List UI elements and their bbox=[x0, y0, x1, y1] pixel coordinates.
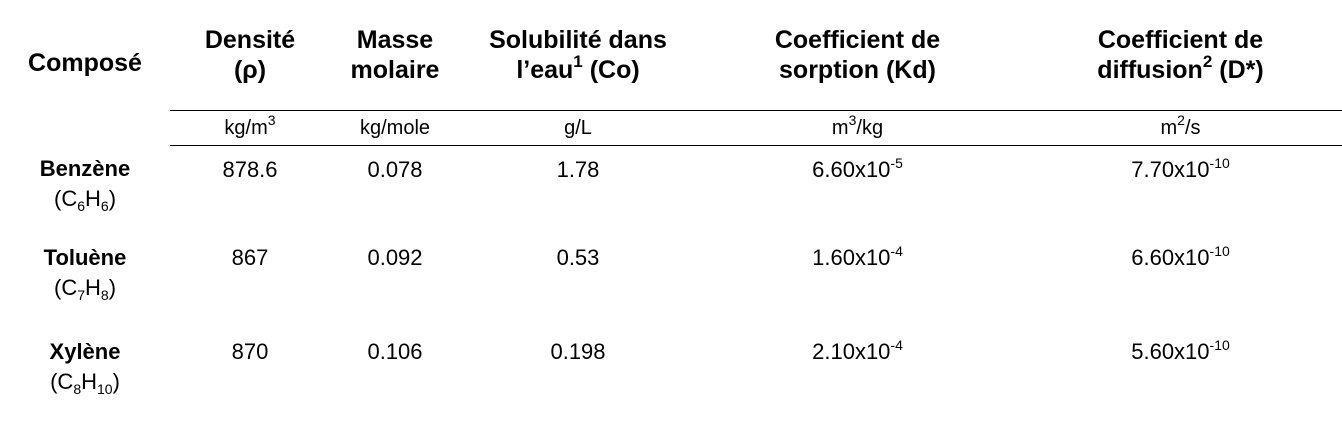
cell-molar-mass: 0.092 bbox=[367, 244, 423, 270]
cell-sorption: $1.60x10^{-4}$ bbox=[812, 242, 903, 270]
compound-name: Xylène bbox=[49, 338, 121, 364]
cell-diffusion: $5.60x10^{-10}$ bbox=[1131, 336, 1230, 364]
compound-cell bbox=[0, 145, 170, 234]
unit-density: $kg/m^3$ bbox=[170, 111, 330, 145]
table-row bbox=[0, 145, 1342, 234]
cell-diffusion: $7.70x10^{-10}$ bbox=[1131, 154, 1230, 182]
table-row bbox=[0, 328, 1342, 422]
cell-density: 867 bbox=[231, 244, 269, 270]
header-compound: Composé bbox=[28, 48, 142, 77]
compound-name: Toluène bbox=[43, 244, 127, 270]
cell-solubility: 0.53 bbox=[556, 244, 600, 270]
header-sorption: Coefficient de sorption (Kd) bbox=[774, 26, 941, 85]
table-row bbox=[0, 234, 1342, 328]
cell-solubility: 0.198 bbox=[550, 338, 606, 364]
cell-sorption: $2.10x10^{-4}$ bbox=[812, 336, 903, 364]
units-row bbox=[0, 111, 1342, 145]
cell-density: 870 bbox=[231, 338, 269, 364]
footnote-marker: 1 bbox=[573, 52, 583, 72]
header-molar-mass: Masse molaire bbox=[350, 26, 440, 85]
header-density: Densité (ρ) bbox=[204, 26, 296, 85]
cell-molar-mass: 0.078 bbox=[367, 156, 423, 182]
cell-molar-mass: 0.106 bbox=[367, 338, 423, 364]
table-body bbox=[0, 145, 1342, 422]
compound-formula: $(C_7H_8)$ bbox=[53, 274, 117, 303]
compound-cell bbox=[0, 328, 170, 422]
unit-solubility: g/L bbox=[460, 111, 696, 145]
compound-formula: $(C_8H_{10})$ bbox=[50, 368, 120, 397]
cell-diffusion: $6.60x10^{-10}$ bbox=[1131, 242, 1230, 270]
compound-name: Benzène bbox=[39, 156, 131, 181]
cell-solubility: 1.78 bbox=[556, 156, 600, 182]
unit-molar-mass: kg/mole bbox=[330, 111, 460, 145]
unit-sorption: $m^3/kg$ bbox=[696, 111, 1019, 145]
compound-cell bbox=[0, 234, 170, 328]
header-row bbox=[0, 0, 1342, 111]
header-diffusion: Coefficient de diffusion$^2$ (D*) bbox=[1097, 26, 1264, 85]
cell-sorption: $6.60x10^{-5}$ bbox=[812, 154, 903, 182]
compound-formula: $(C_6H_6)$ bbox=[53, 186, 117, 214]
unit-diffusion: $m^2/s$ bbox=[1019, 111, 1342, 145]
cell-density: 878.6 bbox=[222, 156, 278, 182]
header-solubility: Solubilité dans l’eau$^1$ (Co) bbox=[489, 26, 667, 85]
footnote-marker: 2 bbox=[1202, 52, 1213, 72]
